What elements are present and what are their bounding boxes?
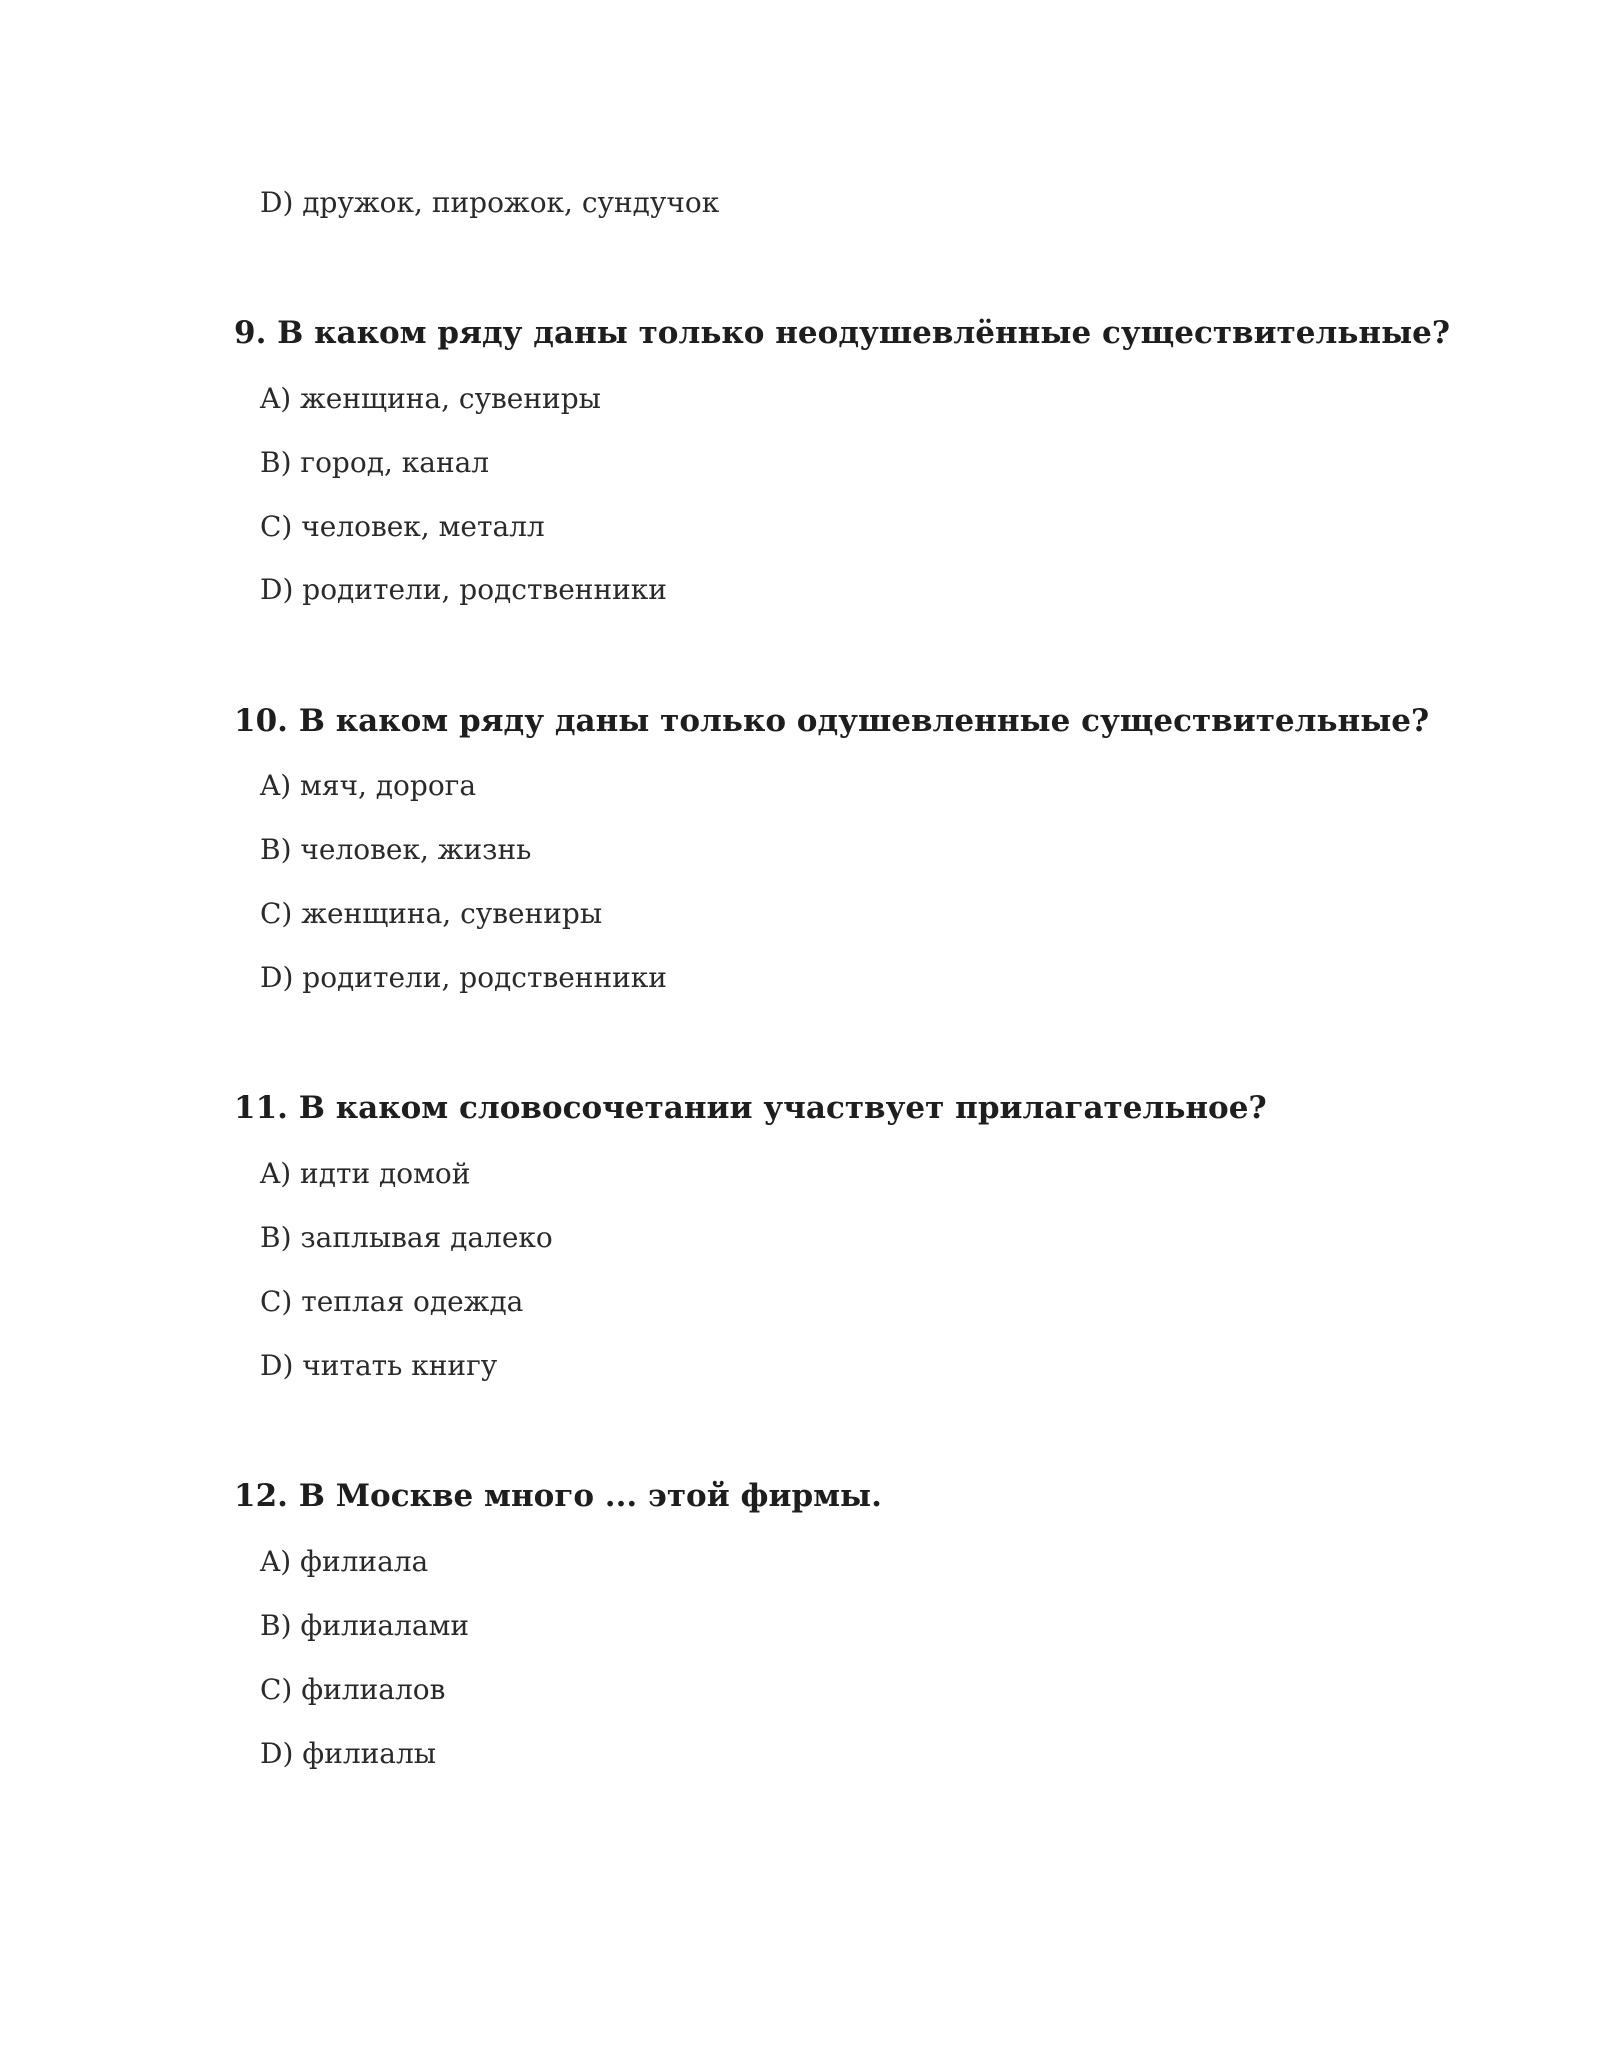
question-11-title: 11. В каком словосочетании участвует прилагательное? [234,1090,1267,1126]
question-11-option-a: A) идти домой [260,1157,471,1190]
question-10-option-d: D) родители, родственники [260,961,667,994]
question-10-option-a: A) мяч, дорога [260,769,477,802]
question-10-option-b: B) человек, жизнь [260,833,532,866]
question-9-option-a: A) женщина, сувениры [260,382,601,415]
question-9-option-c: C) человек, металл [260,510,545,543]
question-12-option-b: B) филиалами [260,1609,470,1642]
question-10-title: 10. В каком ряду даны только одушевленные существительные? [234,703,1430,739]
question-12-option-d: D) филиалы [260,1737,437,1770]
carryover-option-d: D) дружок, пирожок, сундучок [260,186,720,219]
question-12-option-a: A) филиала [260,1545,429,1578]
question-9-option-b: B) город, канал [260,446,490,479]
question-9-title: 9. В каком ряду даны только неодушевлённые существительные? [234,315,1451,351]
question-11-option-c: C) теплая одежда [260,1285,524,1318]
question-11-option-b: B) заплывая далеко [260,1221,553,1254]
question-12-option-c: C) филиалов [260,1673,446,1706]
question-12-title: 12. В Москве много ... этой фирмы. [234,1478,882,1514]
question-11-option-d: D) читать книгу [260,1349,498,1382]
question-10-option-c: C) женщина, сувениры [260,897,603,930]
question-9-option-d: D) родители, родственники [260,573,667,606]
